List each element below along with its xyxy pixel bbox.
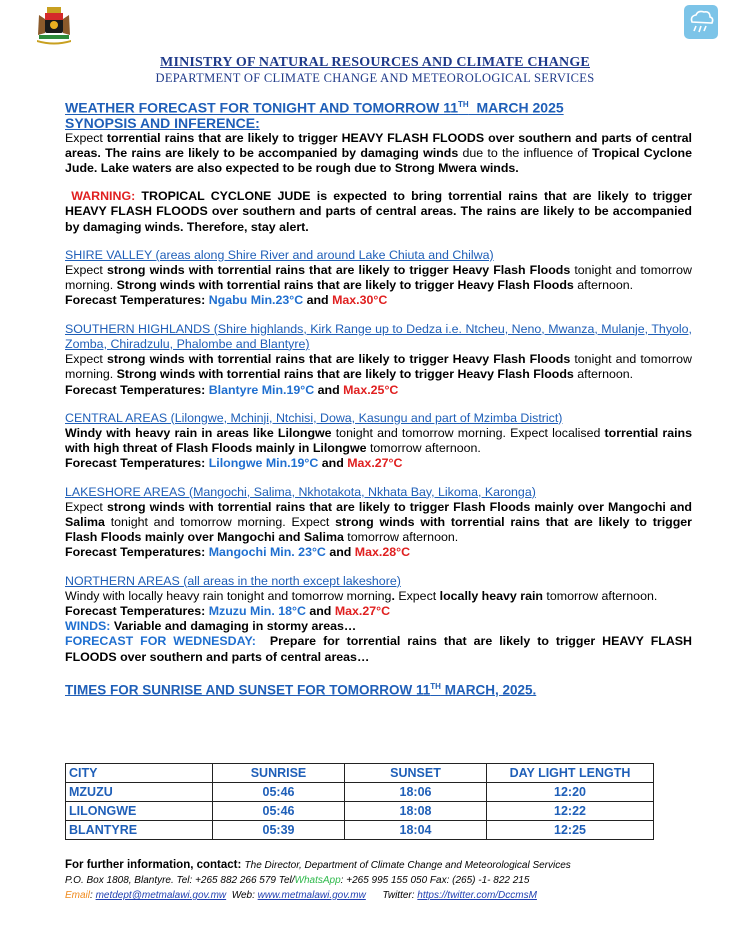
cloud-rain-icon [684, 5, 718, 39]
shire-valley-temps: Forecast Temperatures: Ngabu Min.23°C and Max.30°C [65, 293, 388, 308]
city-cell: BLANTYRE [66, 821, 213, 840]
forecast-body [65, 97, 696, 698]
northern-areas-title: NORTHERN AREAS (all areas in the north except lakeshore) [65, 573, 401, 588]
column-header-sunset: SUNSET [345, 764, 487, 783]
daylight-cell: 12:22 [487, 802, 654, 821]
winds-line: WINDS: Variable and damaging in stormy areas… [65, 619, 357, 634]
northern-areas-temps: Forecast Temperatures: Mzuzu Min. 18°C and Max.27°C [65, 603, 391, 618]
southern-highlands-temps: Forecast Temperatures: Blantyre Min.19°C and Max.25°C [65, 382, 399, 397]
synopsis-heading: SYNOPSIS AND INFERENCE: [65, 114, 260, 131]
contact-footer [65, 858, 705, 903]
daylight-cell: 12:20 [487, 783, 654, 802]
sunset-cell: 18:04 [345, 821, 487, 840]
sunset-cell: 18:08 [345, 802, 487, 821]
shire-valley-title: SHIRE VALLEY (areas along Shire River and around Lake Chiuta and Chilwa) [65, 247, 494, 262]
sunrise-cell: 05:46 [213, 802, 345, 821]
city-cell: LILONGWE [66, 802, 213, 821]
forecast-title: WEATHER FORECAST FOR TONIGHT AND TOMORROW 11TH MARCH 2025 [65, 99, 564, 116]
twitter-link[interactable]: https://twitter.com/DccmsM [417, 890, 537, 901]
southern-highlands-title: SOUTHERN HIGHLANDS (Shire highlands, Kirk Range up to Dedza i.e. Ntcheu, Neno, Mwanza, Mulanje, Thyolo, Zomba, Chiradzulu, Phalombe and Blantyre) [65, 321, 692, 351]
table-row [66, 802, 654, 821]
wednesday-forecast: FORECAST FOR WEDNESDAY: Prepare for torrential rains that are likely to trigger HEAVY FLASH FLOODS over southern and parts of central areas… [65, 634, 696, 664]
address-line: P.O. Box 1808, Blantyre. Tel: +265 882 266 579 Tel/WhatsApp: +265 995 155 050 Fax: (265) -1- 822 215 [65, 875, 530, 886]
lakeshore-areas-title: LAKESHORE AREAS (Mangochi, Salima, Nkhotakota, Nkhata Bay, Likoma, Karonga) [65, 484, 536, 499]
contact-line: For further information, contact: The Director, Department of Climate Change and Meteorological Services [65, 859, 571, 871]
sunset-cell: 18:06 [345, 783, 487, 802]
email-label: Email [65, 890, 91, 901]
table-row [66, 783, 654, 802]
central-areas-text: Windy with heavy rain in areas like Lilongwe tonight and tomorrow morning. Expect localised torrential rains with high threat of Flash Floods mainly in Lilongwe tomorrow afternoon. [65, 425, 692, 456]
shire-valley-text: Expect strong winds with torrential rains that are likely to trigger Heavy Flash Floods tonight and tomorrow morning. Strong winds with torrential rains that are likely to trigger Heavy Flash Floods afternoon. [65, 263, 693, 293]
column-header-daylight: DAY LIGHT LENGTH [487, 764, 654, 783]
sunrise-cell: 05:39 [213, 821, 345, 840]
sunrise-sunset-table [65, 763, 654, 840]
central-areas-title: CENTRAL AREAS (Lilongwe, Mchinji, Ntchisi, Dowa, Kasungu and part of Mzimba District) [65, 410, 563, 425]
department-name: DEPARTMENT OF CLIMATE CHANGE AND METEOROLOGICAL SERVICES [155, 71, 595, 85]
city-cell: MZUZU [66, 783, 213, 802]
table-header-row [66, 764, 654, 783]
sunrise-cell: 05:46 [213, 783, 345, 802]
lakeshore-areas-text: Expect strong winds with torrential rains that are likely to trigger Flash Floods mainly over Mangochi and Salima tonight and tomorrow morning. Expect strong winds with torrential rains that are likely to trigger Flash Floods mainly over Mangochi and Salima tomorrow afternoon. [65, 499, 692, 545]
warning-text: WARNING: TROPICAL CYCLONE JUDE is expected to bring torrential rains that are likely to trigger HEAVY FLASH FLOODS over southern and parts of central areas. The rains are likely to be accompanied by damaging winds. Therefore, stay alert. [65, 189, 692, 234]
synopsis-text: Expect torrential rains that are likely to trigger HEAVY FLASH FLOODS over southern and parts of central areas. The rains are likely to be accompanied by damaging winds due to the influence of Tropical Cyclone Jude. Lake waters are also expected to be rough due to Strong Mwera winds. [65, 130, 692, 176]
northern-areas-text: Windy with locally heavy rain tonight and tomorrow morning. Expect locally heavy rain tomorrow afternoon. [65, 588, 658, 603]
email-link[interactable]: metdept@metmalawi.gov.mw [95, 890, 227, 901]
column-header-sunrise: SUNRISE [213, 764, 345, 783]
southern-highlands-text: Expect strong winds with torrential rains that are likely to trigger Heavy Flash Floods tonight and tomorrow morning. Strong winds with torrential rains that are likely to trigger Heavy Flash Floods afternoon. [65, 352, 693, 382]
column-header-city: CITY [66, 764, 213, 783]
website-link[interactable]: www.metmalawi.gov.mw [257, 890, 366, 901]
lakeshore-areas-temps: Forecast Temperatures: Mangochi Min. 23°C and Max.28°C [65, 545, 411, 560]
links-line: Email: metdept@metmalawi.gov.mw Web: www.metmalawi.gov.mw Twitter: https://twitter.com/DccmsM [65, 890, 537, 901]
table-row [66, 821, 654, 840]
coat-of-arms-logo [33, 5, 75, 45]
central-areas-temps: Forecast Temperatures: Lilongwe Min.19°C and Max.27°C [65, 456, 403, 471]
daylight-cell: 12:25 [487, 821, 654, 840]
sun-table-title: TIMES FOR SUNRISE AND SUNSET FOR TOMORROW 11TH MARCH, 2025. [65, 681, 537, 698]
ministry-name: MINISTRY OF NATURAL RESOURCES AND CLIMATE CHANGE [160, 55, 590, 70]
